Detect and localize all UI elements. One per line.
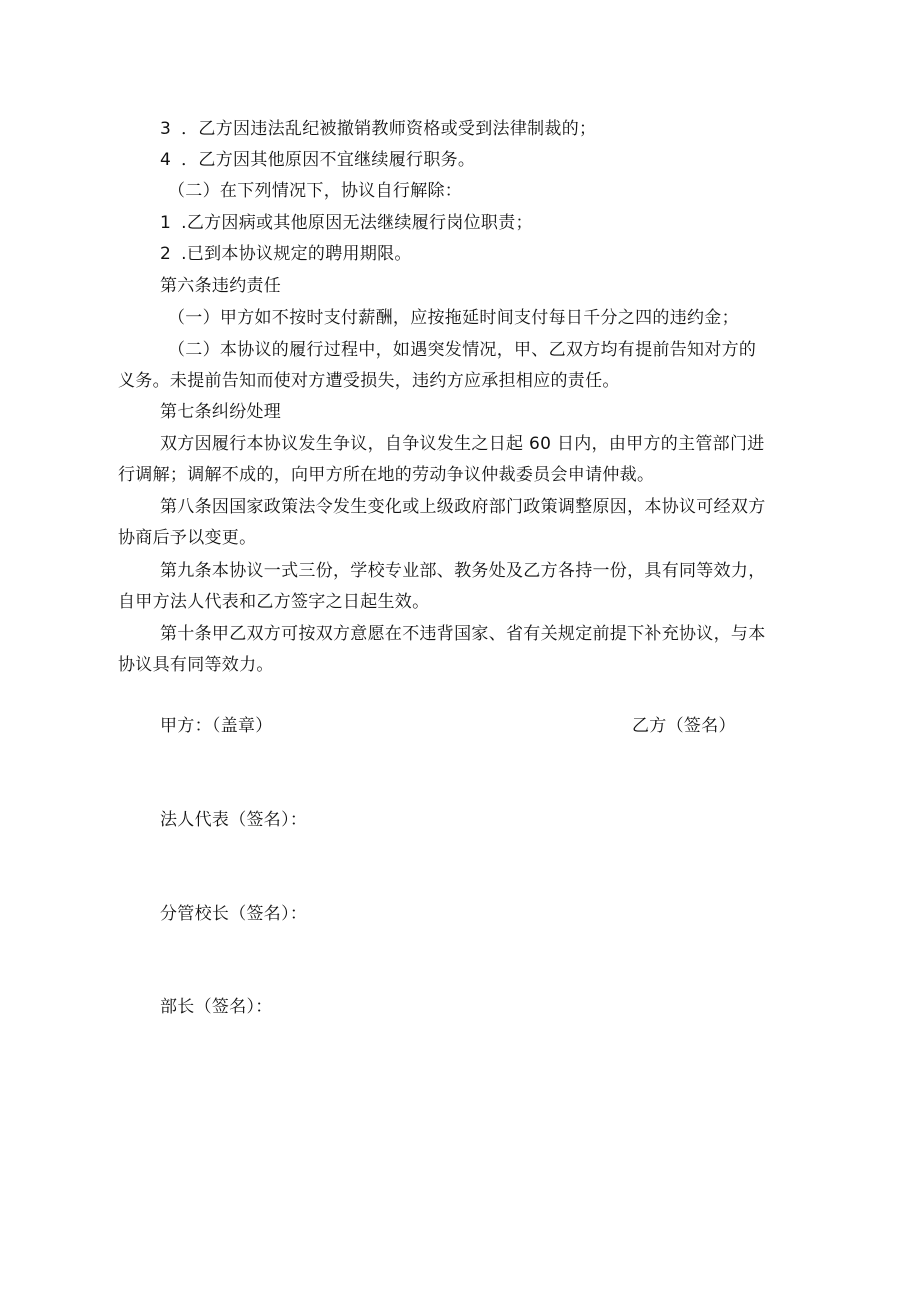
- clause-line-4: [160, 212, 533, 234]
- clause-line-9: [118, 370, 620, 392]
- line-text: .已到本协议规定的聘用期限。: [181, 244, 412, 264]
- line-text: （二）本协议的履行过程中，如遇突发情况，甲、乙双方均有提前告知对方的: [168, 340, 757, 360]
- vice-principal-signature-label: 分管校长（签名）：: [160, 904, 308, 924]
- line-text: 第八条因国家政策法令发生变化或上级政府部门政策调整原因，本协议可经双方: [160, 497, 766, 517]
- clause-line-2: [160, 149, 475, 171]
- line-text: 协议具有同等效力。: [118, 655, 274, 675]
- line-text: 第十条甲乙双方可按双方意愿在不违背国家、省有关规定前提下补充协议，与本: [160, 624, 766, 644]
- article-10-line-2: [118, 654, 274, 676]
- department-head-signature-label: 部长（签名）：: [160, 997, 273, 1017]
- item-number: 1: [160, 213, 172, 233]
- line-text: 自甲方法人代表和乙方签字之日起生效。: [118, 592, 430, 612]
- clause-line-8: [168, 339, 756, 361]
- item-number: 3: [160, 119, 172, 139]
- line-text: 协商后予以变更。: [118, 528, 257, 548]
- clause-line-11: [160, 433, 765, 455]
- clause-line-5: [160, 243, 412, 265]
- article-10-line-1: [160, 623, 766, 645]
- legal-rep-signature-label: 法人代表（签名）：: [160, 810, 308, 830]
- line-text: 第六条违约责任: [160, 276, 282, 296]
- line-text: 第九条本协议一式三份，学校专业部、教务处及乙方各持一份，具有同等效力，: [160, 561, 766, 581]
- line-text: 双方因履行本协议发生争议，自争议发生之日起 60 日内，由甲方的主管部门进: [160, 434, 765, 454]
- line-text: ．乙方因违法乱纪被撤销教师资格或受到法律制裁的；: [181, 119, 597, 139]
- line-text: 义务。未提前告知而使对方遭受损失，违约方应承担相应的责任。: [118, 371, 620, 391]
- party-b-signature-label: 乙方（签名）: [632, 716, 736, 736]
- article-6-heading: [160, 275, 281, 297]
- article-9-line-1: [160, 560, 766, 582]
- line-text: （二）在下列情况下，协议自行解除：: [168, 181, 463, 201]
- line-text: （一）甲方如不按时支付薪酬，应按拖延时间支付每日千分之四的违约金；: [168, 308, 739, 328]
- article-7-heading: [160, 401, 281, 423]
- item-number: 2: [160, 244, 172, 264]
- line-text: ．乙方因其他原因不宜继续履行职务。: [181, 150, 476, 170]
- line-text: 第七条纠纷处理: [160, 402, 282, 422]
- clause-line-1: [160, 118, 596, 140]
- clause-line-3: [168, 180, 462, 202]
- article-8-line-2: [118, 527, 256, 549]
- article-9-line-2: [118, 591, 429, 613]
- line-text: .乙方因病或其他原因无法继续履行岗位职责；: [181, 213, 533, 233]
- party-a-seal-label: 甲方：（盖章）: [160, 716, 273, 736]
- article-8-line-1: [160, 496, 766, 518]
- clause-line-12: [118, 464, 654, 486]
- clause-line-7: [168, 307, 739, 329]
- line-text: 行调解；调解不成的，向甲方所在地的劳动争议仲裁委员会申请仲裁。: [118, 465, 655, 485]
- item-number: 4: [160, 150, 172, 170]
